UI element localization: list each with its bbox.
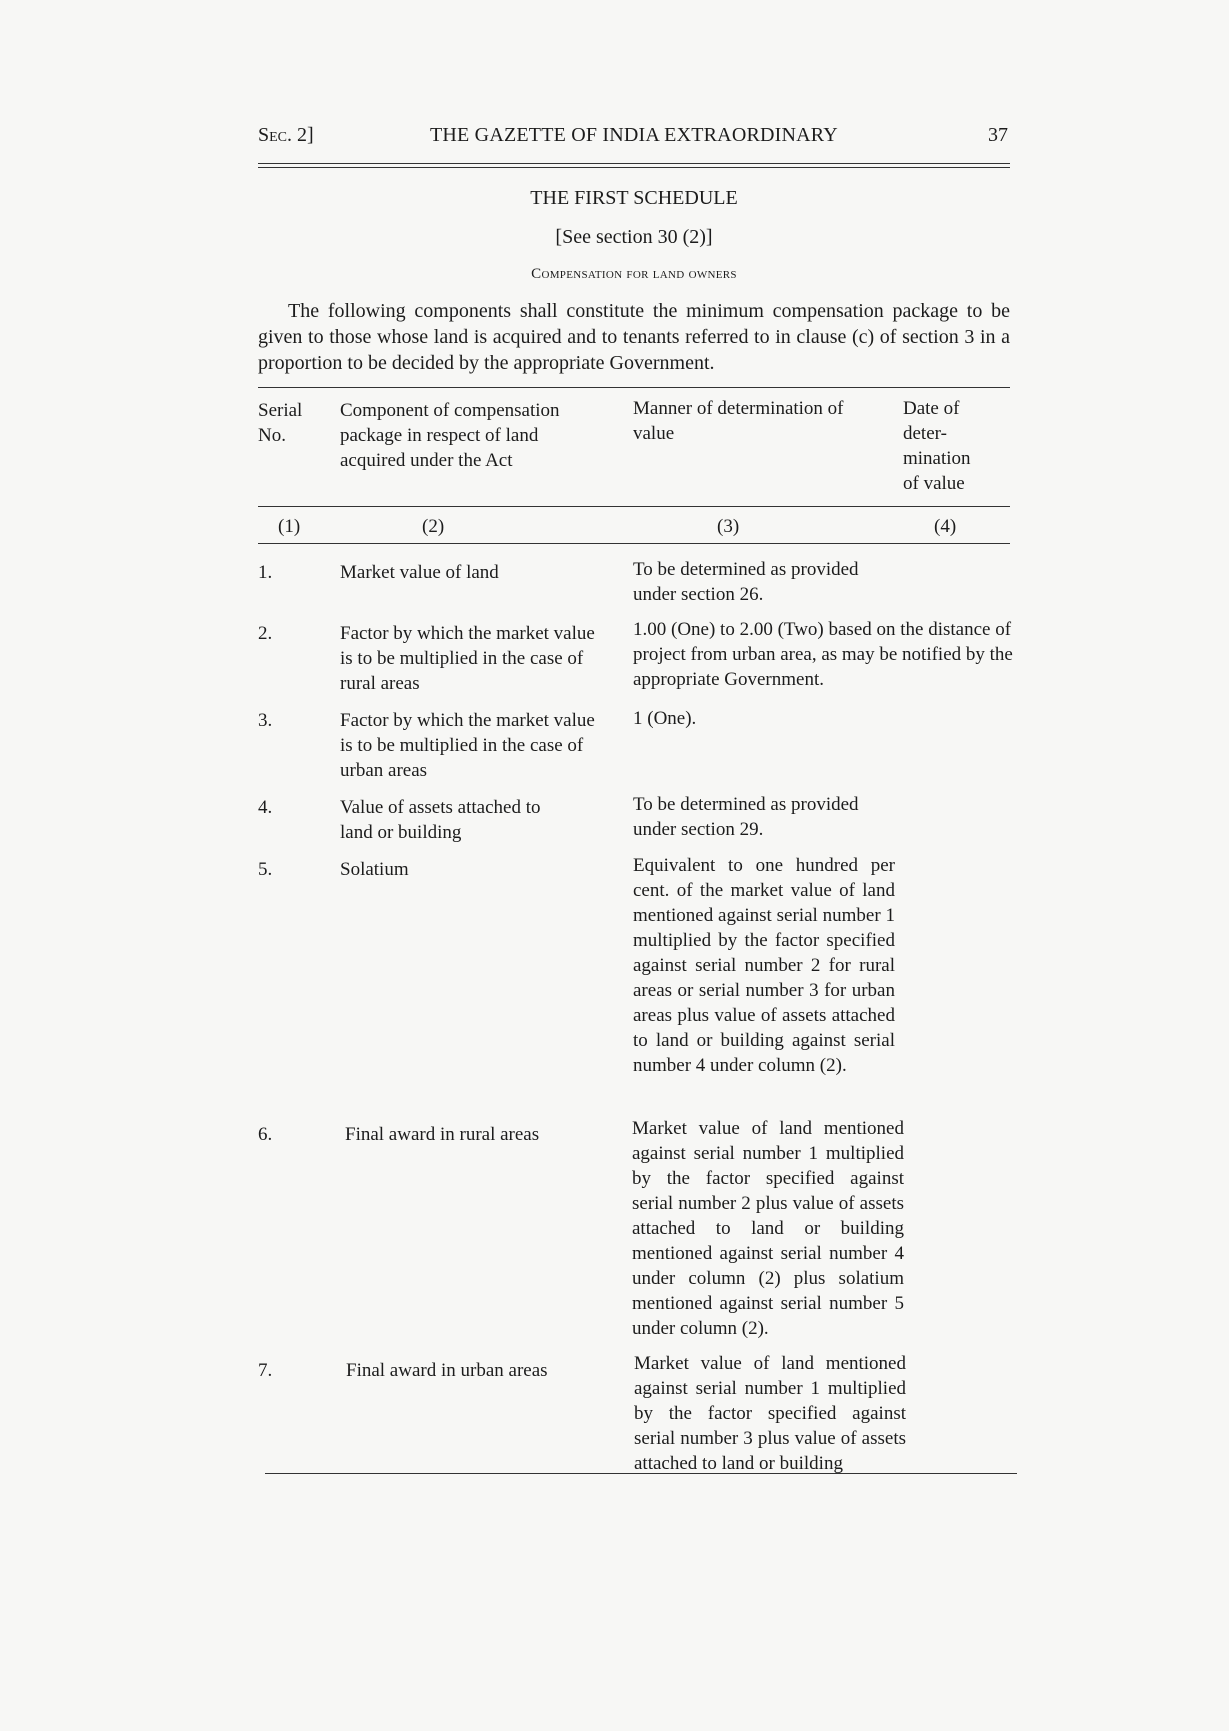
row-manner: Market value of land mentioned against serial number 1 multiplied by the factor specified against serial number 3 plus value of assets attached to land or building xyxy=(634,1353,906,1474)
row-manner: Market value of land mentioned against serial number 1 multiplied by the factor specified against serial number 2 plus value of assets attached to land or building mentioned against serial number 4 under column (2) plus solatium mentioned against serial number 5 under column (2). xyxy=(632,1118,904,1339)
table-bottom-rule xyxy=(265,1473,1017,1474)
column-number-2: (2) xyxy=(422,516,445,537)
header-date: Date of deter- mination of value xyxy=(903,398,971,494)
row-serial: 5. xyxy=(258,859,273,880)
row-serial: 6. xyxy=(258,1124,273,1145)
row-manner: Equivalent to one hundred per cent. of the market value of land mentioned against serial number 1 multiplied by the factor specified against serial number 2 for rural areas or serial number 3 for urban areas plus value of assets attached to land or building against serial number 4 under column (2). xyxy=(633,855,895,1076)
row-manner: 1.00 (One) to 2.00 (Two) based on the distance of project from urban area, as may be notified by the appropriate Government. xyxy=(633,619,1013,690)
column-numbers-rule xyxy=(258,543,1010,544)
header-component: Component of compensation package in respect of land acquired under the Act xyxy=(340,400,560,471)
row-component: Market value of land xyxy=(340,562,499,583)
page-number: 37 xyxy=(988,124,1008,146)
row-component: Final award in urban areas xyxy=(346,1360,548,1381)
schedule-title: THE FIRST SCHEDULE xyxy=(530,187,738,209)
column-number-4: (4) xyxy=(934,516,957,537)
row-manner: To be determined as provided under section 29. xyxy=(633,794,859,840)
row-component: Final award in rural areas xyxy=(345,1124,540,1145)
row-component: Factor by which the market value is to be multiplied in the case of rural areas xyxy=(340,623,595,694)
table-top-rule xyxy=(258,387,1010,388)
row-serial: 7. xyxy=(258,1360,273,1381)
row-serial: 1. xyxy=(258,562,273,583)
section-label: Sec. 2] xyxy=(258,124,314,146)
header-serial: Serial No. xyxy=(258,400,303,446)
gazette-title: THE GAZETTE OF INDIA EXTRAORDINARY xyxy=(430,124,838,146)
row-manner: To be determined as provided under section 26. xyxy=(633,559,859,605)
header-bottom-rule xyxy=(258,506,1010,507)
header-manner: Manner of determination of value xyxy=(633,398,844,444)
column-number-3: (3) xyxy=(717,516,740,537)
row-serial: 3. xyxy=(258,710,273,731)
intro-paragraph: The following components shall constitute the minimum compensation package to be given to those whose land is acquired and to tenants referred to in clause (c) of section 3 in a proportion to be decided by the appropriate Government. xyxy=(258,300,1010,374)
row-component: Factor by which the market value is to be multiplied in the case of urban areas xyxy=(340,710,595,781)
schedule-reference: [See section 30 (2)] xyxy=(555,226,713,248)
column-number-1: (1) xyxy=(278,516,301,537)
schedule-subtitle: Compensation for land owners xyxy=(531,266,737,282)
row-serial: 4. xyxy=(258,797,273,818)
row-manner: 1 (One). xyxy=(633,708,697,729)
row-serial: 2. xyxy=(258,623,273,644)
row-component: Value of assets attached to land or building xyxy=(340,797,541,843)
row-component: Solatium xyxy=(340,859,409,880)
header-rule-bottom xyxy=(258,167,1010,168)
header-rule-top xyxy=(258,163,1010,164)
